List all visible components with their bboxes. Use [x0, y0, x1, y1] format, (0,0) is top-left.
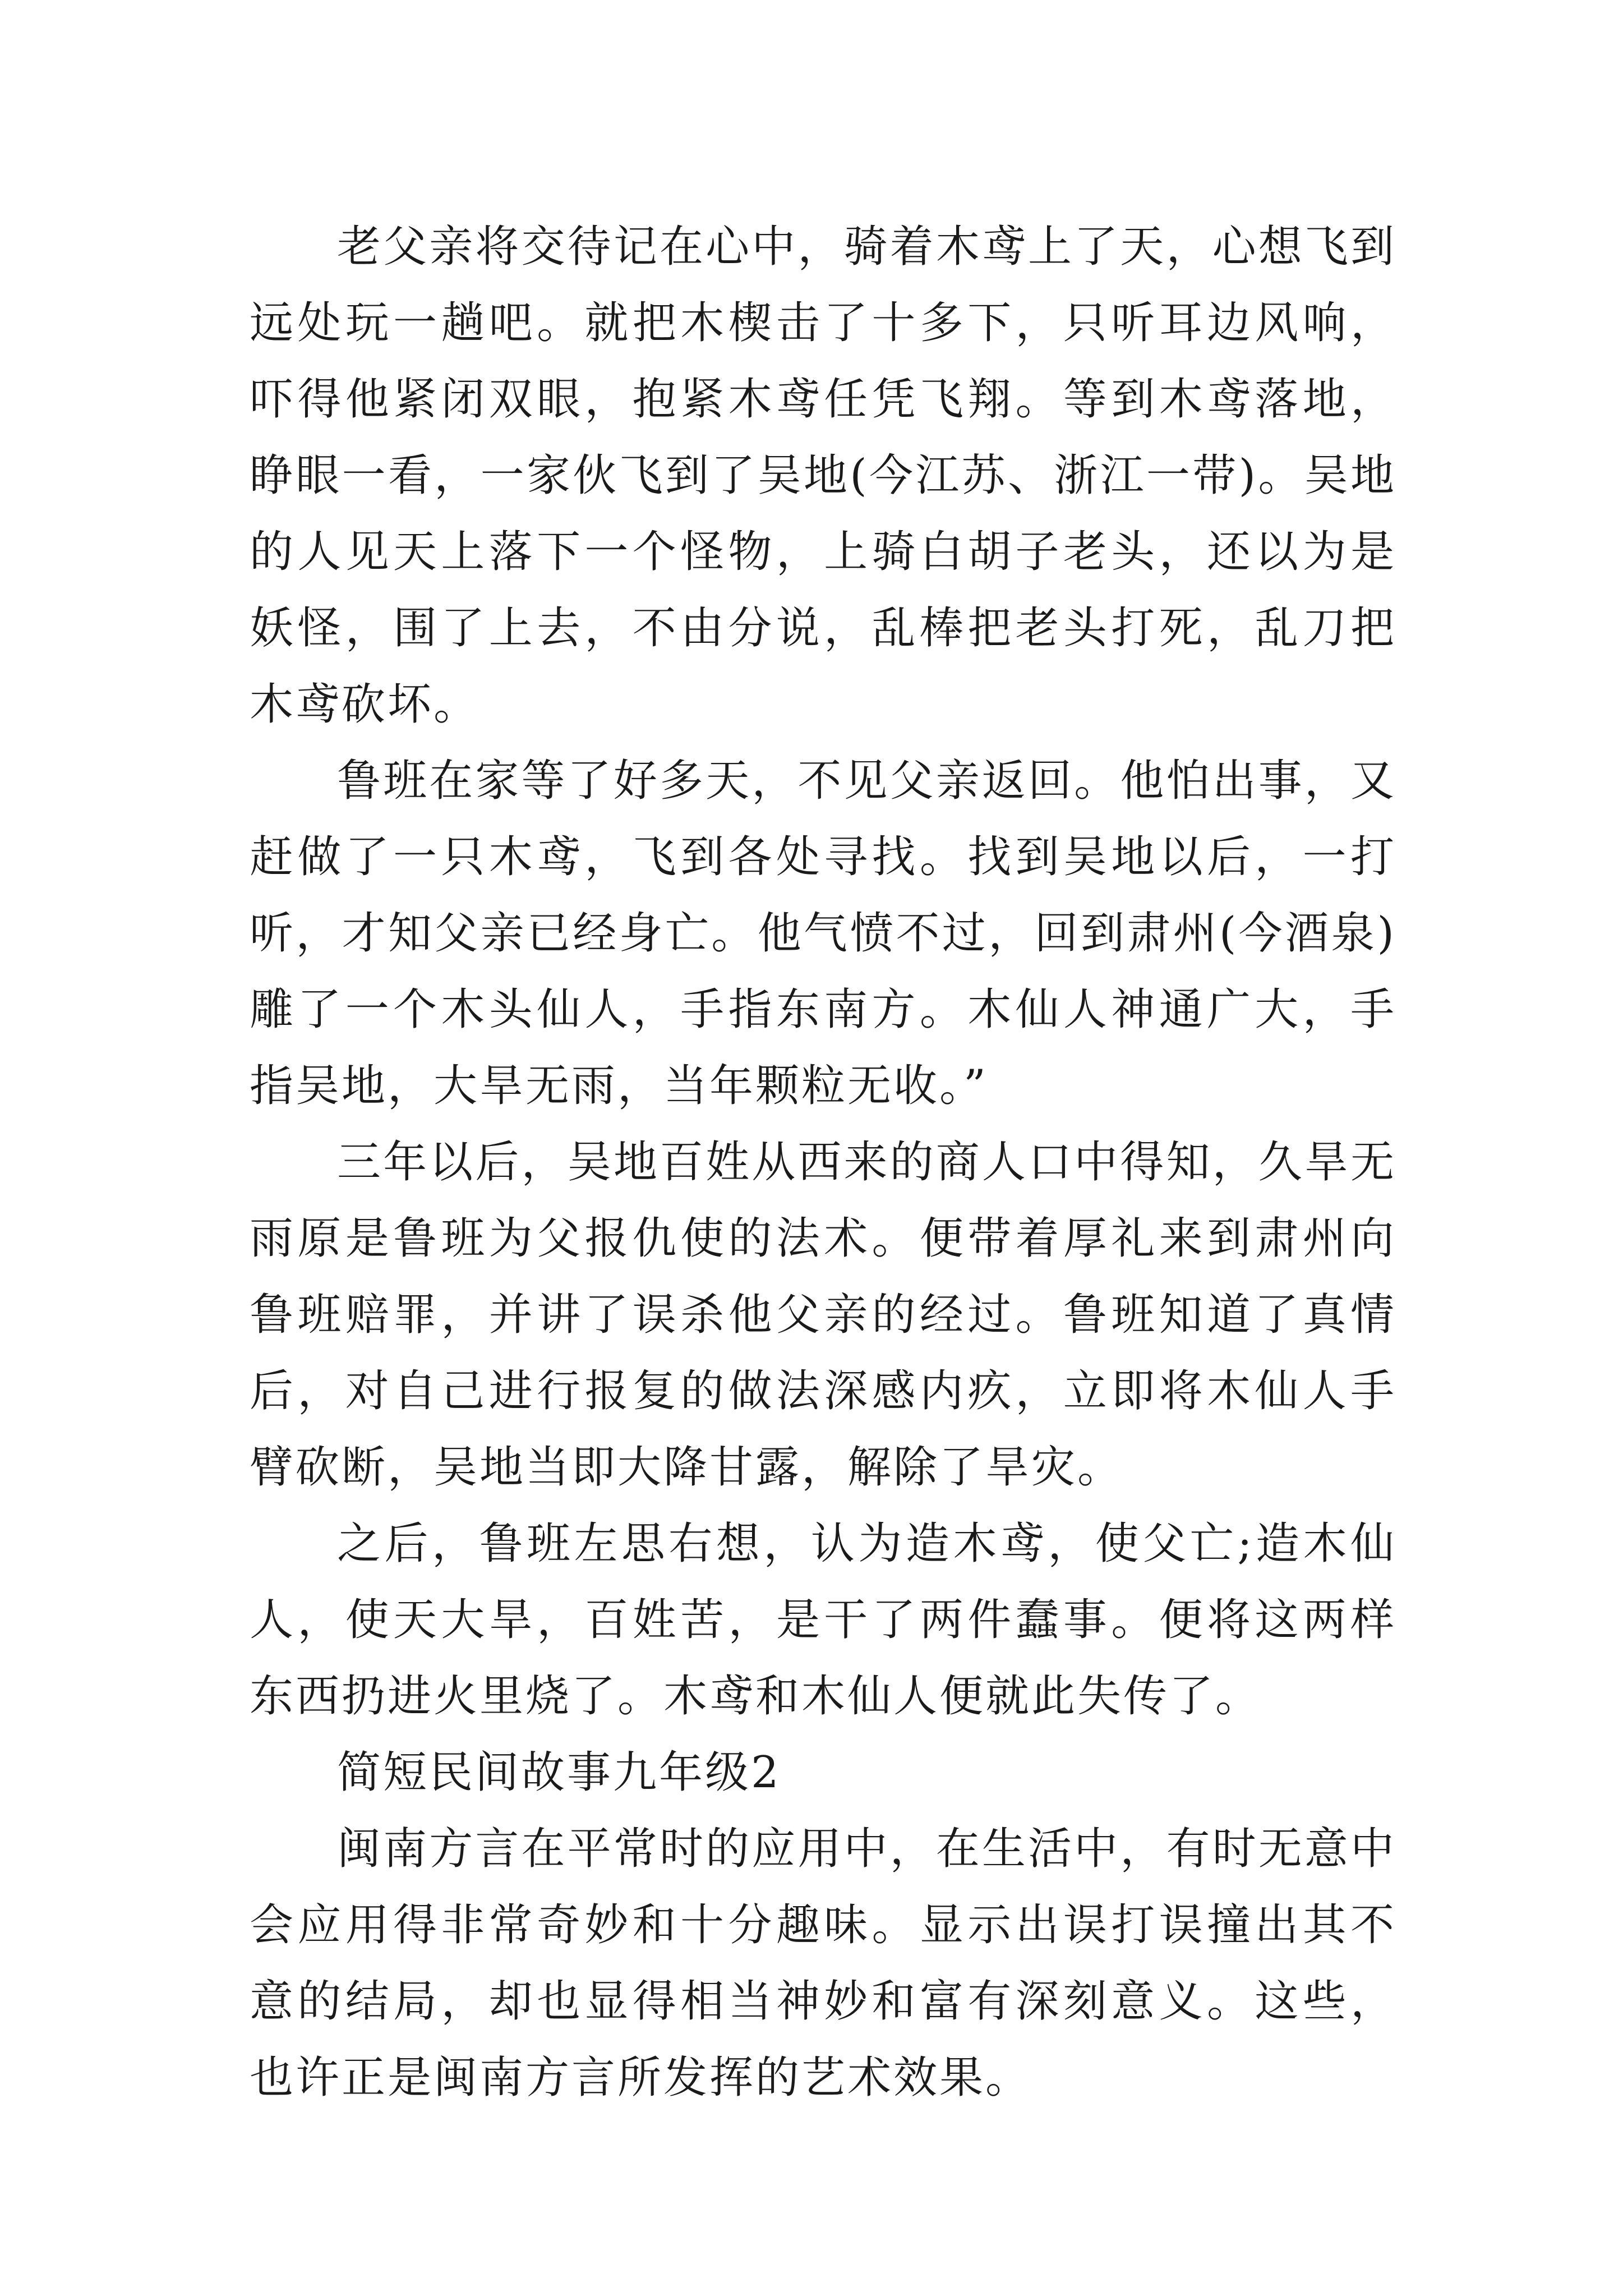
- paragraph: 老父亲将交待记在心中，骑着木鸢上了天，心想飞到远处玩一趟吧。就把木楔击了十多下，只听耳边风响，吓得他紧闭双眼，抱紧木鸢任凭飞翔。等到木鸢落地，睁眼一看，一家伙飞到了吴地(今江苏、浙江一带)。吴地的人见天上落下一个怪物，上骑白胡子老头，还以为是妖怪，围了上去，不由分说，乱棒把老头打死，乱刀把木鸢砍坏。: [250, 222, 1396, 730]
- paragraph: 鲁班在家等了好多天，不见父亲返回。他怕出事，又赶做了一只木鸢，飞到各处寻找。找到吴地以后，一打听，才知父亲已经身亡。他气愤不过，回到肃州(今酒泉)雕了一个木头仙人，手指东南方。木仙人神通广大，手指吴地，大旱无雨，当年颗粒无收。”: [250, 756, 1396, 1111]
- paragraph: 闽南方言在平常时的应用中，在生活中，有时无意中会应用得非常奇妙和十分趣味。显示出误打误撞出其不意的结局，却也显得相当神妙和富有深刻意义。这些，也许正是闽南方言所发挥的艺术效果。: [250, 1824, 1396, 2103]
- paragraph: 三年以后，吴地百姓从西来的商人口中得知，久旱无雨原是鲁班为父报仇使的法术。便带着厚礼来到肃州向鲁班赔罪，并讲了误杀他父亲的经过。鲁班知道了真情后，对自己进行报复的做法深感内疚，立即将木仙人手臂砍断，吴地当即大降甘露，解除了旱灾。: [250, 1137, 1396, 1493]
- document-body: [250, 209, 1396, 2116]
- paragraph: 之后，鲁班左思右想，认为造木鸢，使父亡;造木仙人，使天大旱，百姓苦，是干了两件蠢事。便将这两样东西扔进火里烧了。木鸢和木仙人便就此失传了。: [250, 1519, 1396, 1722]
- section-heading: 简短民间故事九年级2: [337, 1747, 781, 1798]
